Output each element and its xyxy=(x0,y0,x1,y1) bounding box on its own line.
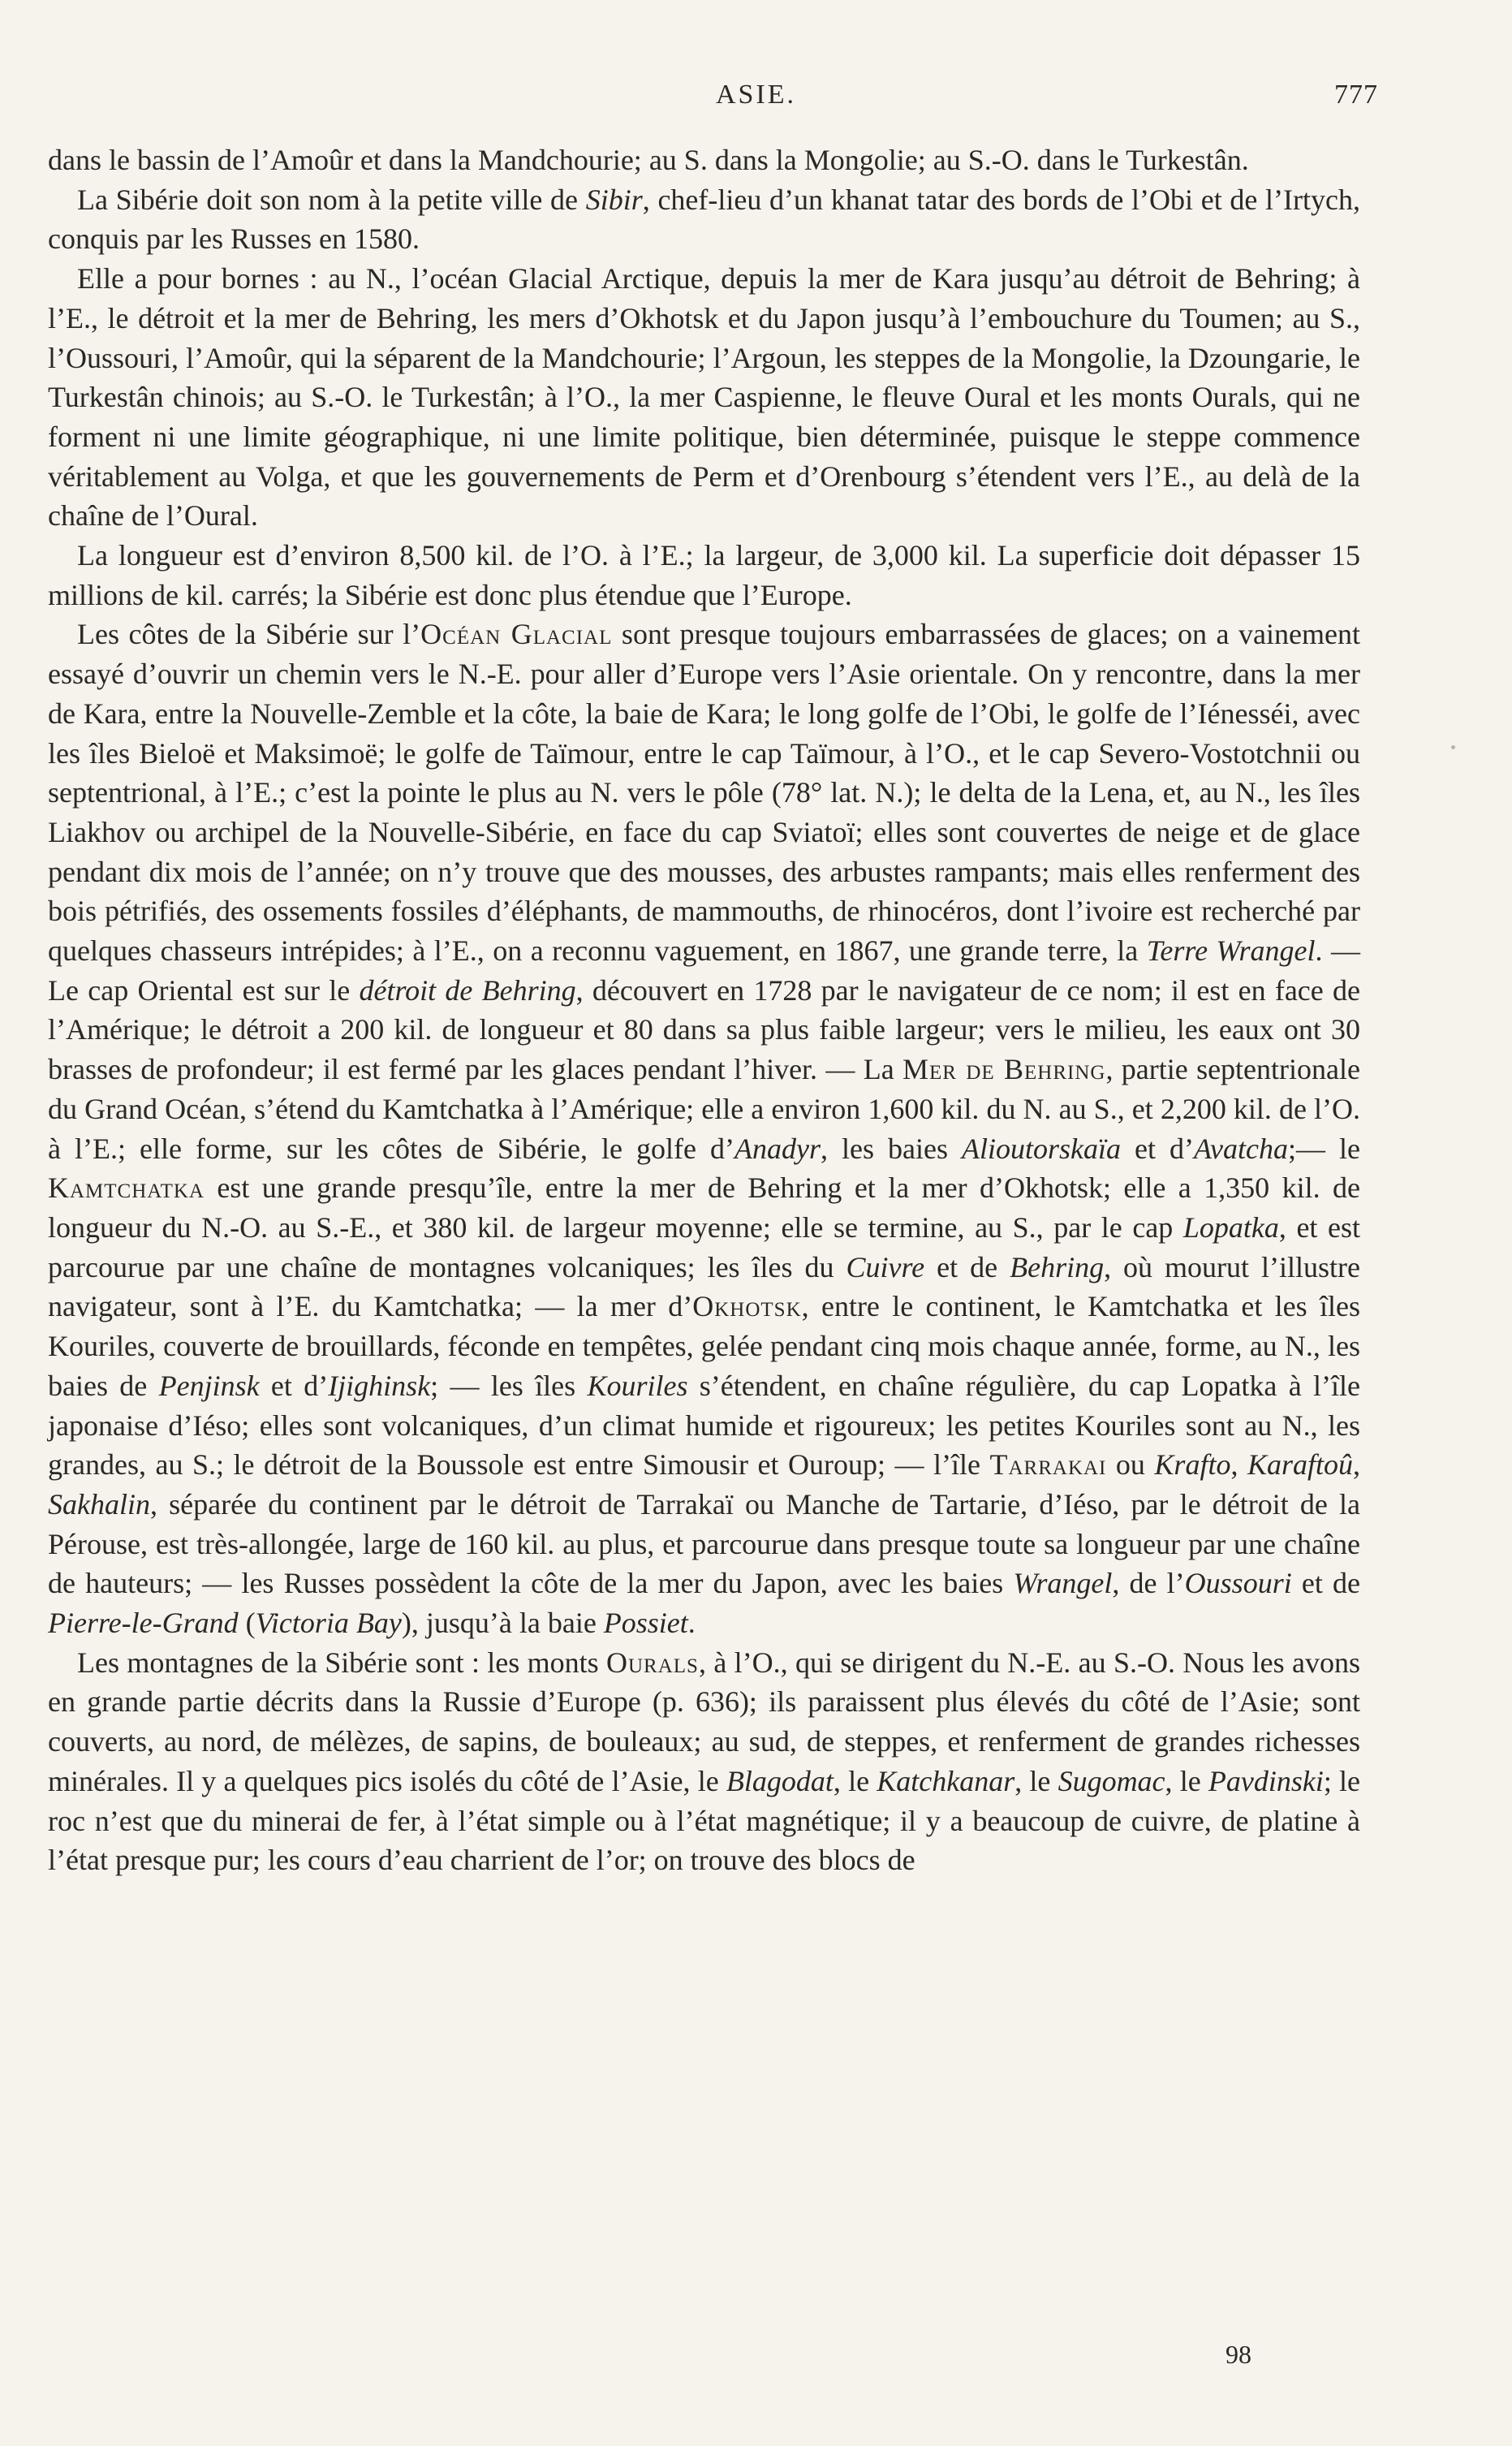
italic-text: Cuivre xyxy=(846,1250,925,1283)
italic-text: Lopatka xyxy=(1182,1210,1279,1244)
italic-text: Wrangel xyxy=(1013,1567,1113,1600)
text-run: , à l’O., qui se dirigent du N.-E. au S.-O. Nous les avons en grande partie décrits dans la Russie d’Europe (p. 636); ils paraissent plus élevés du côté de l’Asie; sont couverts, au nord, de mélèzes, de sapins, de bouleaux; au sud, de steppes, et renferment de grandes richesses minérales. Il y a quelques pics isolés du côté de l’Asie, le xyxy=(48,1646,1360,1797)
italic-text: Avatcha xyxy=(1194,1132,1288,1165)
text-run: , et est parcourue par une chaîne de montagnes volcaniques; les îles du xyxy=(48,1210,1360,1283)
text-run: La longueur est d’environ 8,500 kil. de l’O. à l’E.; la largeur, de 3,000 kil. La superficie doit dépasser 15 millions de kil. carrés; la Sibérie est donc plus étendue que l’Europe. xyxy=(48,539,1360,611)
italic-text: Blagodat xyxy=(726,1764,834,1797)
paragraph xyxy=(48,615,1360,1642)
text-run: , de l’ xyxy=(1112,1567,1185,1600)
text-run: Les côtes de la Sibérie sur l’ xyxy=(77,618,421,651)
italic-text: Karaftoû xyxy=(1247,1448,1353,1482)
page-number: 777 xyxy=(1334,80,1378,110)
text-run: , xyxy=(1230,1448,1247,1482)
text-run: dans le bassin de l’Amoûr et dans la Mandchourie; au S. dans la Mongolie; au S.-O. dans le Turkestân. xyxy=(48,144,1249,176)
text-run: , découvert en 1728 par le navigateur de ce nom; il est en face de l’Amérique; le détroit a 200 kil. de longueur et 80 dans sa plus faible largeur; vers le milieu, les eaux ont 30 brasses de profondeur; il est fermé par les glaces pendant l’hiver. — La xyxy=(48,973,1361,1086)
small-caps-text: Ourals xyxy=(606,1646,699,1679)
text-run: et de xyxy=(1291,1567,1360,1600)
text-run: est une grande presqu’île, entre la mer de Behring et la mer d’Okhotsk; elle a 1,350 kil. de longueur du N.-O. au S.-E., et 380 kil. de largeur moyenne; elle se termine, au S., par le cap xyxy=(48,1171,1360,1244)
italic-text: Terre Wrangel xyxy=(1146,934,1316,968)
italic-text: Sakhalin xyxy=(48,1487,150,1521)
italic-text: Alioutorskaïa xyxy=(962,1132,1121,1165)
text-run: , le xyxy=(1014,1764,1058,1797)
text-run: sont presque toujours embarrassées de glaces; on a vainement essayé d’ouvrir un chemin vers le N.-E. pour aller d’Europe vers l’Asie orientale. On y rencontre, dans la mer de Kara, entre la Nouvelle-Zemble et la côte, la baie de Kara; le long golfe de l’Obi, le golfe de l’Iénesséi, avec les îles Bieloë et Maksimoë; le golfe de Taïmour, entre le cap Taïmour, à l’O., et le cap Severo-Vostotchnii ou septentrional, à l’E.; c’est la pointe le plus au N. vers le pôle (78° lat. N.); le delta de la Lena, et, au N., les îles Liakhov ou archipel de la Nouvelle-Sibérie, en face du cap Sviatoï; elles sont couvertes de neige et de glace pendant dix mois de l’année; on n’y trouve que des mousses, des arbustes rampants; mais elles renferment des bois pétrifiés, des ossements fossiles d’éléphants, de mammouths, de rhinocéros, dont l’ivoire est recherché par quelques chasseurs intrépides; à l’E., on a reconnu vaguement, en 1867, une grande terre, la xyxy=(48,618,1361,968)
text-run: ; — les îles xyxy=(430,1369,588,1402)
paragraph xyxy=(48,180,1360,259)
italic-text: Kouriles xyxy=(587,1369,688,1402)
running-title: ASIE. xyxy=(715,80,797,110)
italic-text: Oussouri xyxy=(1184,1567,1292,1600)
text-run: ( xyxy=(238,1607,256,1640)
small-caps-text: Okhotsk xyxy=(692,1290,802,1323)
body-text xyxy=(48,140,1360,1880)
italic-text: Sugomac xyxy=(1058,1764,1165,1797)
italic-text: Sibir xyxy=(585,183,643,216)
text-run: , le xyxy=(833,1764,877,1797)
paragraph xyxy=(48,140,1360,180)
text-run: , chef-lieu d’un khanat tatar des bords de l’Obi et de l’Irtych, conquis par les Russes en 1580. xyxy=(48,183,1360,256)
text-run: , partie septentrionale du Grand Océan, s’étend du Kamtchatka à l’Amérique; elle a environ 1,600 kil. du N. au S., et 2,200 kil. de l’O. à l’E.; elle forme, sur les côtes de Sibérie, le golfe d’ xyxy=(48,1053,1360,1165)
text-run: , entre le continent, le Kamtchatka et les îles Kouriles, couverte de brouillards, féconde en tempêtes, gelée pendant cinq mois chaque année, forme, au N., les baies de xyxy=(48,1290,1360,1402)
small-caps-text: Mer de Behring xyxy=(902,1053,1106,1086)
text-run: , séparée du continent par le détroit de Tarrakaï ou Manche de Tartarie, d’Iéso, par le détroit de la Pérouse, est très-allongée, large de 160 kil. au plus, et parcourue dans presque toute sa longueur par une chaîne de hauteurs; — les Russes possèdent la côte de la mer du Japon, avec les baies xyxy=(48,1487,1360,1600)
italic-text: Victoria Bay xyxy=(255,1607,402,1640)
italic-text: détroit de Behring xyxy=(359,973,576,1007)
small-caps-text: Kamtchatka xyxy=(48,1171,205,1205)
italic-text: Katchkanar xyxy=(877,1764,1015,1797)
italic-text: Pavdinski xyxy=(1208,1764,1324,1797)
small-caps-text: Océan Glacial xyxy=(420,618,613,651)
small-caps-text: Tarrakai xyxy=(989,1448,1107,1482)
text-run: ), jusqu’à la baie xyxy=(401,1607,604,1640)
text-run: , les baies xyxy=(820,1132,962,1165)
italic-text: Behring xyxy=(1010,1250,1105,1283)
text-run: , le xyxy=(1165,1764,1208,1797)
text-run: . xyxy=(687,1607,696,1640)
italic-text: Penjinsk xyxy=(158,1369,260,1402)
text-run: Les montagnes de la Sibérie sont : les monts xyxy=(77,1646,606,1679)
text-run: et de xyxy=(924,1250,1010,1283)
text-run: . — Le cap Oriental est sur le xyxy=(48,934,1360,1007)
margin-speck xyxy=(1451,745,1455,749)
paragraph xyxy=(48,259,1360,536)
italic-text: Possiet xyxy=(603,1607,688,1640)
text-run: ;— le xyxy=(1287,1132,1360,1165)
text-run: , xyxy=(1353,1448,1360,1482)
paragraph xyxy=(48,536,1360,615)
text-run: et d’ xyxy=(1121,1132,1195,1165)
italic-text: Ijighinsk xyxy=(328,1369,431,1402)
text-run: , où mourut l’illustre navigateur, sont à l’E. du Kamtchatka; — la mer d’ xyxy=(48,1250,1360,1323)
italic-text: Anadyr xyxy=(734,1132,821,1165)
signature-mark: 98 xyxy=(1226,2340,1251,2369)
text-run: ou xyxy=(1106,1448,1155,1482)
text-run: La Sibérie doit son nom à la petite ville de xyxy=(77,183,586,216)
text-run: et d’ xyxy=(259,1369,329,1402)
text-run: s’étendent, en chaîne régulière, du cap Lopatka à l’île japonaise d’Iéso; elles sont volcaniques, d’un climat humide et rigoureux; les petites Kouriles sont au N., les grandes, au S.; le détroit de la Boussole est entre Simousir et Ouroup; — l’île xyxy=(48,1369,1360,1482)
text-run: ; le roc n’est que du minerai de fer, à l’état simple ou à l’état magnétique; il y a beaucoup de cuivre, de platine à l’état presque pur; les cours d’eau charrient de l’or; on trouve des blocs de xyxy=(48,1764,1361,1877)
paragraph xyxy=(48,1643,1360,1880)
italic-text: Krafto xyxy=(1154,1448,1231,1482)
text-run: Elle a pour bornes : au N., l’océan Glacial Arctique, depuis la mer de Kara jusqu’au détroit de Behring; à l’E., le détroit et la mer de Behring, les mers d’Okhotsk et du Japon jusqu’à l’embouchure du Toumen; au S., l’Oussouri, l’Amoûr, qui la séparent de la Mandchourie; l’Argoun, les steppes de la Mongolie, la Dzoungarie, le Turkestân chinois; au S.-O. le Turkestân; à l’O., la mer Caspienne, le fleuve Oural et les monts Ourals, qui ne forment ni une limite géographique, ni une limite politique, bien déterminée, puisque le steppe commence véritablement au Volga, et que les gouvernements de Perm et d’Orenbourg s’étendent vers l’E., au delà de la chaîne de l’Oural. xyxy=(48,262,1360,533)
italic-text: Pierre-le-Grand xyxy=(48,1607,239,1640)
